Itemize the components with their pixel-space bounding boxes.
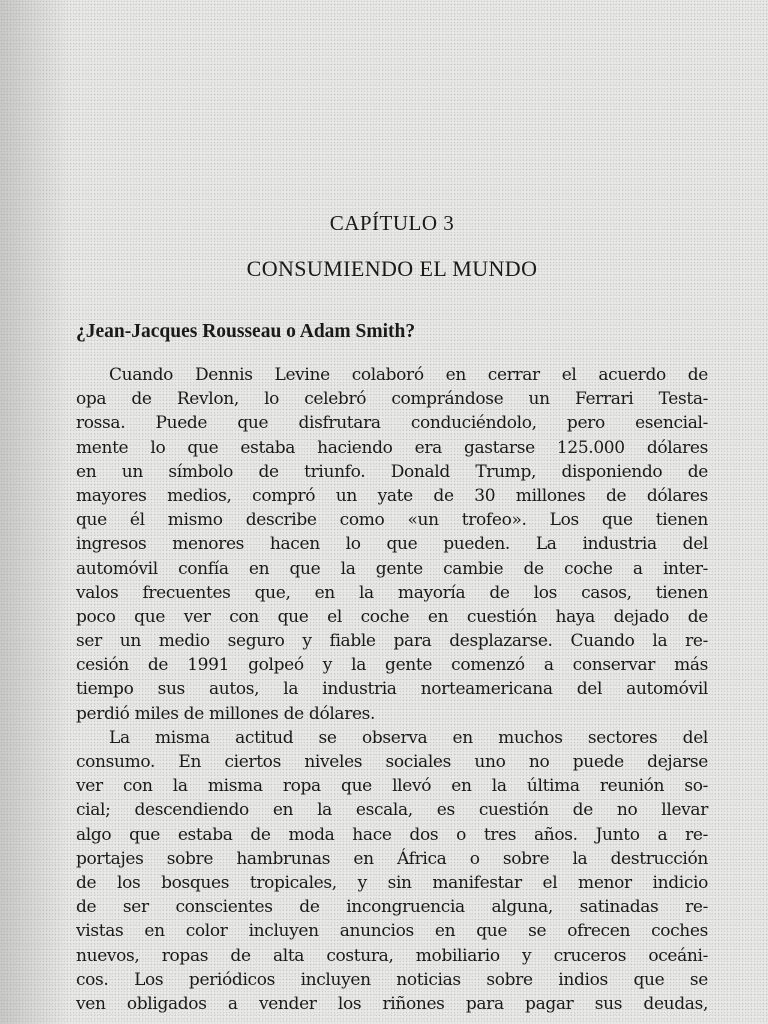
text-line: mayores medios, compró un yate de 30 millones de dólares xyxy=(76,485,708,506)
text-line: mente lo que estaba haciendo era gastarse 125.000 dólares xyxy=(76,437,708,458)
text-line: Cuando Dennis Levine colaboró en cerrar el acuerdo de xyxy=(109,365,708,385)
text-line: tiempo sus autos, la industria norteamericana del automóvil xyxy=(76,679,708,700)
text-line: valos frecuentes que, en la mayoría de los casos, tienen xyxy=(76,582,708,603)
text-line: portajes sobre hambrunas en África o sobre la destrucción xyxy=(76,848,708,869)
text-line: en un símbolo de triunfo. Donald Trump, disponiendo de xyxy=(76,461,708,482)
text-line: que él mismo describe como «un trofeo». Los que tienen xyxy=(76,510,708,531)
text-line: algo que estaba de moda hace dos o tres años. Junto a re- xyxy=(76,824,708,845)
body-text xyxy=(76,363,708,1016)
text-line: de ser conscientes de incongruencia alguna, satinadas re- xyxy=(76,897,708,918)
text-line: ven obligados a vender los riñones para pagar sus deudas, xyxy=(76,993,708,1014)
text-line: rossa. Puede que disfrutara conduciéndolo, pero esencial- xyxy=(76,413,708,434)
text-line: opa de Revlon, lo celebró comprándose un Ferrari Testa- xyxy=(76,389,708,410)
text-line: ser un medio seguro y fiable para desplazarse. Cuando la re- xyxy=(76,631,708,652)
text-line: ingresos menores hacen lo que pueden. La industria del xyxy=(76,534,708,555)
paragraph xyxy=(76,363,708,726)
section-heading: ¿Jean-Jacques Rousseau o Adam Smith? xyxy=(76,321,416,342)
text-line: La misma actitud se observa en muchos sectores del xyxy=(109,727,708,748)
chapter-label: CAPÍTULO 3 xyxy=(329,211,455,235)
text-line: consumo. En ciertos niveles sociales uno no puede dejarse xyxy=(76,752,708,772)
text-line: ver con la misma ropa que llevó en la última reunión so- xyxy=(76,776,708,797)
text-line: cos. Los periódicos incluyen noticias sobre indios que se xyxy=(76,969,708,990)
chapter-title: CONSUMIENDO EL MUNDO xyxy=(246,256,538,281)
paragraph xyxy=(76,726,708,1016)
book-page xyxy=(76,0,708,1024)
text-line: cial; descendiendo en la escala, es cuestión de no llevar xyxy=(76,800,708,821)
text-line: automóvil confía en que la gente cambie de coche a inter- xyxy=(76,558,708,579)
text-line: de los bosques tropicales, y sin manifestar el menor indicio xyxy=(76,872,708,893)
text-line: perdió miles de millones de dólares. xyxy=(76,703,376,724)
text-line: poco que ver con que el coche en cuestión haya dejado de xyxy=(76,606,708,627)
text-line: nuevos, ropas de alta costura, mobiliario y cruceros oceáni- xyxy=(76,945,708,966)
page-edge-shadow xyxy=(0,0,70,1024)
text-line: vistas en color incluyen anuncios en que se ofrecen coches xyxy=(76,921,708,942)
text-line: cesión de 1991 golpeó y la gente comenzó a conservar más xyxy=(76,655,708,676)
